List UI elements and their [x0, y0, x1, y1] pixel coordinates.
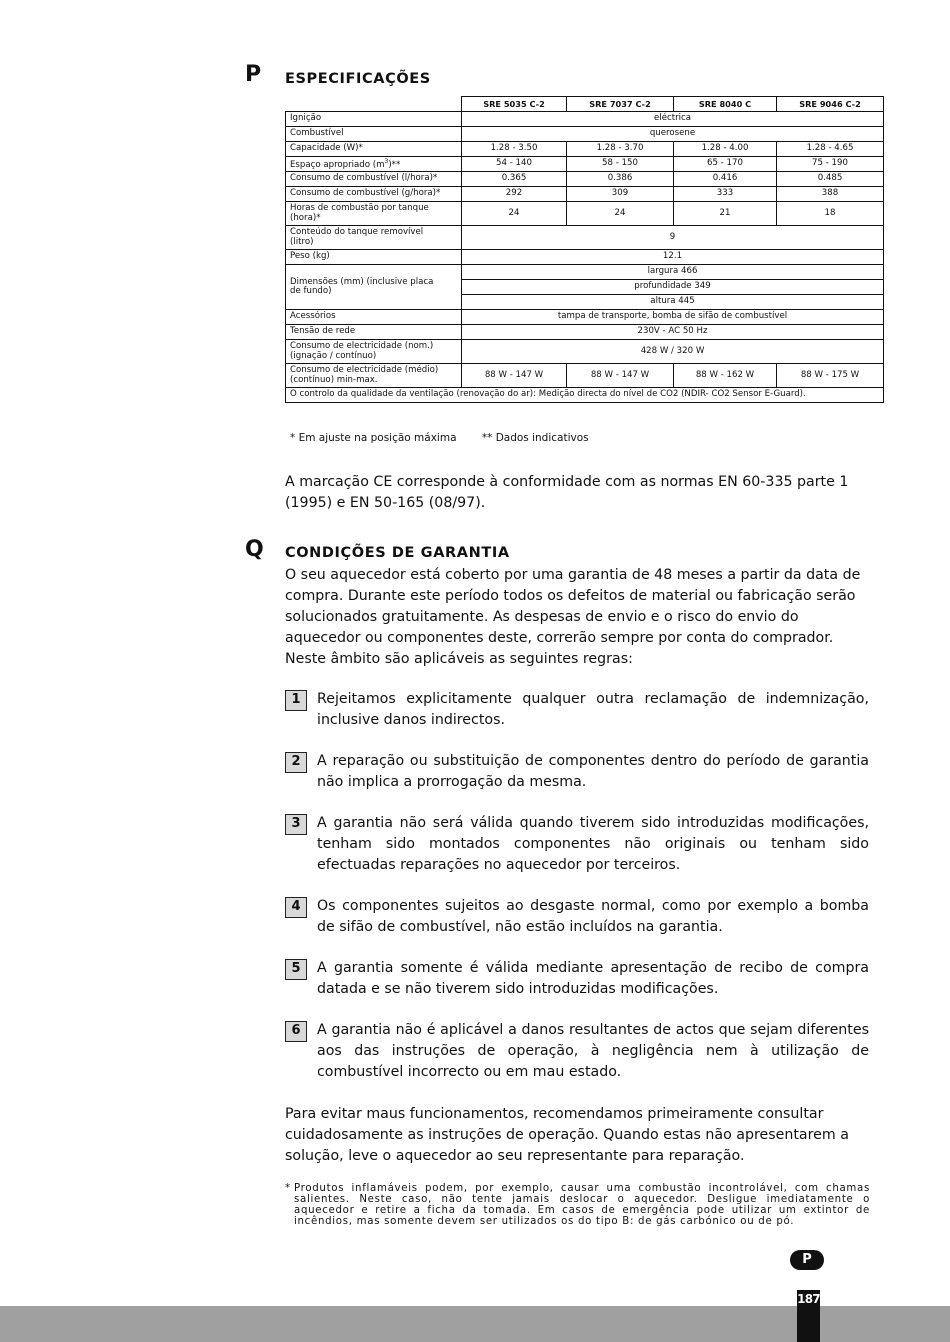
table-cell: 309 — [567, 187, 674, 202]
table-row — [286, 310, 884, 325]
warranty-intro: O seu aquecedor está coberto por uma garantia de 48 meses a partir da data de compra. Durante este período todos os defeitos de material ou fabricação serão solucionados gratuitamente. As despesas de envio e o risco do envio do aquecedor ou componentes deste, correrão sempre por conta do comprador. Neste âmbito são aplicáveis as seguintes regras: — [285, 567, 861, 667]
table-cell: 1.28 - 3.50 — [462, 142, 567, 157]
warning-asterisk: * — [285, 1183, 291, 1194]
table-cell: 21 — [674, 202, 777, 226]
rule-text: A garantia não será válida quando tiverem sido introduzidas modificações, tenham sido montados componentes não originais ou tenham sido efectuadas reparações no aquecedor por terceiros. — [317, 815, 869, 873]
table-cell: 1.28 - 4.00 — [674, 142, 777, 157]
table-cell: profundidade 349 — [462, 280, 884, 295]
rule-number-badge: 2 — [285, 752, 307, 773]
table-cell: 24 — [567, 202, 674, 226]
table-cell: 0.386 — [567, 172, 674, 187]
model-header: SRE 7037 C-2 — [567, 97, 674, 112]
ce-conformity-text: A marcação CE corresponde à conformidade com as normas EN 60-335 parte 1 (1995) e EN 50-165 (08/97). — [285, 474, 849, 511]
empty-header-cell — [286, 97, 462, 112]
table-cell: 0.416 — [674, 172, 777, 187]
model-header: SRE 9046 C-2 — [777, 97, 884, 112]
section-letter-p: P — [245, 62, 262, 87]
label-line: Consumo de electricidade (nom.) — [290, 341, 434, 352]
table-row — [286, 142, 884, 157]
table-cell: 1.28 - 4.65 — [777, 142, 884, 157]
language-badge: P — [790, 1250, 824, 1270]
rule-text: A reparação ou substituição de componentes dentro do período de garantia não implica a prorrogação da mesma. — [317, 753, 869, 790]
table-row — [286, 157, 884, 172]
table-cell: 12.1 — [462, 250, 884, 265]
row-label — [286, 202, 462, 226]
label-superscript: 3 — [384, 157, 389, 165]
label-line: Dimensões (mm) (inclusive placa — [290, 276, 434, 287]
table-cell: 388 — [777, 187, 884, 202]
section-letter-q: Q — [245, 537, 264, 562]
rule-number-badge: 3 — [285, 814, 307, 835]
specifications-table — [285, 96, 884, 403]
warning-text: Produtos inflamáveis podem, por exemplo, causar uma combustão incontrolável, com chamas salientes. Neste caso, não tente jamais deslocar o aquecedor. Desligue imediatamente o aquecedor e retire a ficha da tomada. Em casos de emergência pode utilizar um extintor de incêndios, mas somente devem ser utilizados os do tipo B: de gás carbónico ou de pó. — [294, 1183, 870, 1227]
table-cell: 54 - 140 — [462, 157, 567, 172]
table-cell: 58 - 150 — [567, 157, 674, 172]
table-cell: 292 — [462, 187, 567, 202]
label-line: (litro) — [290, 236, 314, 247]
rule-text: Rejeitamos explicitamente qualquer outra reclamação de indemnização, inclusive danos indirectos. — [317, 691, 869, 728]
label-line: Consumo de electricidade (médio) — [290, 365, 439, 376]
table-cell: largura 466 — [462, 265, 884, 280]
table-cell: 1.28 - 3.70 — [567, 142, 674, 157]
row-label: Consumo de combustível (g/hora)* — [286, 187, 462, 202]
fire-warning-note — [285, 1183, 870, 1227]
rule-text: Os componentes sujeitos ao desgaste normal, como por exemplo a bomba de sifão de combustível, não estão incluídos na garantia. — [317, 898, 869, 935]
row-label: Acessórios — [286, 310, 462, 325]
rule-text: A garantia não é aplicável a danos resultantes de actos que sejam diferentes aos das instruções de operação, à negligência nem à utilização de combustível incorrecto ou em mau estado. — [317, 1022, 869, 1080]
table-cell: 88 W - 147 W — [462, 364, 567, 388]
rule-number-badge: 4 — [285, 897, 307, 918]
footnote-max-setting: * Em ajuste na posição máxima — [290, 432, 457, 444]
table-cell: 428 W / 320 W — [462, 340, 884, 364]
table-cell: eléctrica — [462, 112, 884, 127]
label-line: (ignação / contínuo) — [290, 350, 377, 361]
row-label: Ignição — [286, 112, 462, 127]
label-line: (contínuo) min-max. — [290, 374, 378, 385]
rule-number-badge: 5 — [285, 959, 307, 980]
table-header-row — [286, 97, 884, 112]
table-cell: 9 — [462, 226, 884, 250]
table-cell: 0.485 — [777, 172, 884, 187]
table-cell: 18 — [777, 202, 884, 226]
row-label: Combustível — [286, 127, 462, 142]
row-label — [286, 340, 462, 364]
row-label: Peso (kg) — [286, 250, 462, 265]
row-label: Capacidade (W)* — [286, 142, 462, 157]
table-row — [286, 202, 884, 226]
table-row — [286, 112, 884, 127]
table-cell: 75 - 190 — [777, 157, 884, 172]
table-row — [286, 388, 884, 403]
label-part: Espaço apropriado (m — [290, 159, 385, 170]
co2-note: O controlo da qualidade da ventilação (renovação do ar): Medição directa do nível de CO2 (NDIR- CO2 Sensor E-Guard). — [286, 388, 884, 403]
row-label: Consumo de combustível (l/hora)* — [286, 172, 462, 187]
label-line: (hora)* — [290, 212, 321, 223]
table-row — [286, 127, 884, 142]
table-cell: 0.365 — [462, 172, 567, 187]
table-cell: 333 — [674, 187, 777, 202]
row-label — [286, 157, 462, 172]
table-row — [286, 226, 884, 250]
label-line: de fundo) — [290, 286, 332, 296]
table-cell: 65 - 170 — [674, 157, 777, 172]
warranty-closing: Para evitar maus funcionamentos, recomendamos primeiramente consultar cuidadosamente as instruções de operação. Quando estas não apresentarem a solução, leve o aquecedor ao seu representante para reparação. — [285, 1106, 849, 1164]
table-footnotes — [290, 432, 611, 444]
row-label — [286, 226, 462, 250]
label-line: Horas de combustão por tanque — [290, 203, 429, 214]
rule-number-badge: 6 — [285, 1021, 307, 1042]
model-header: SRE 5035 C-2 — [462, 97, 567, 112]
table-cell: querosene — [462, 127, 884, 142]
model-header: SRE 8040 C — [674, 97, 777, 112]
table-row — [286, 172, 884, 187]
table-row — [286, 187, 884, 202]
footnote-indicative: ** Dados indicativos — [481, 432, 589, 444]
table-cell: altura 445 — [462, 295, 884, 310]
table-row — [286, 250, 884, 265]
table-cell: 88 W - 162 W — [674, 364, 777, 388]
table-cell: 88 W - 175 W — [777, 364, 884, 388]
table-cell: tampa de transporte, bomba de sifão de combustível — [462, 310, 884, 325]
table-row — [286, 265, 884, 280]
row-label — [286, 265, 462, 310]
row-label: Tensão de rede — [286, 325, 462, 340]
rule-text: A garantia somente é válida mediante apresentação de recibo de compra datada e se não tiverem sido introduzidas modificações. — [317, 960, 869, 997]
page-number: 187 — [797, 1290, 820, 1342]
table-cell: 230V - AC 50 Hz — [462, 325, 884, 340]
rule-number-badge: 1 — [285, 690, 307, 711]
table-row — [286, 325, 884, 340]
warranty-heading: CONDIÇÕES DE GARANTIA — [285, 545, 510, 561]
label-line: Conteúdo do tanque removível — [290, 227, 424, 238]
table-cell: 88 W - 147 W — [567, 364, 674, 388]
table-row — [286, 340, 884, 364]
specifications-heading: ESPECIFICAÇÕES — [285, 71, 431, 87]
table-cell: 24 — [462, 202, 567, 226]
label-part: )** — [388, 159, 401, 170]
table-row — [286, 364, 884, 388]
row-label — [286, 364, 462, 388]
